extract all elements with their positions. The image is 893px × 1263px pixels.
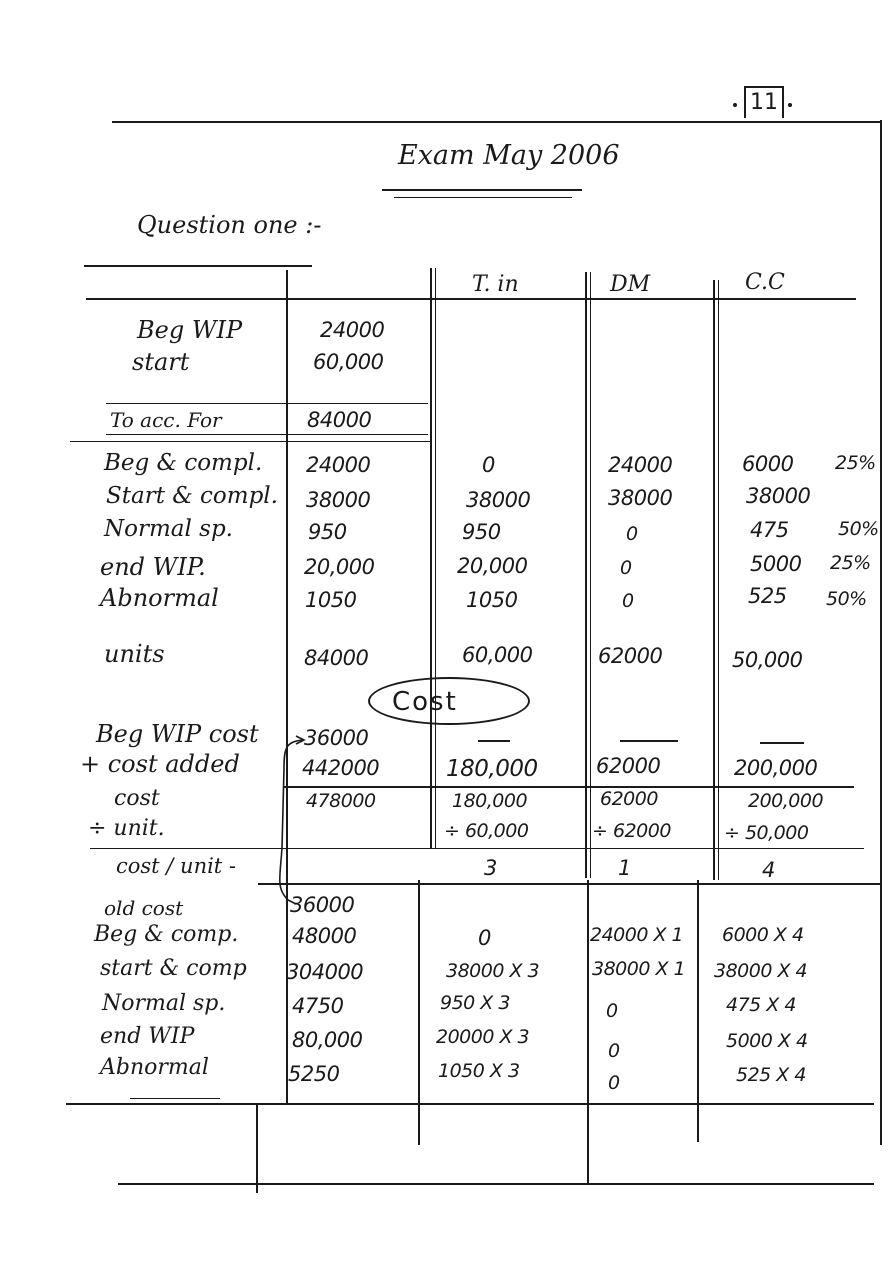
alloc-tin-4: 950 X 3 <box>440 992 510 1014</box>
unit-label: ÷ unit. <box>88 816 165 841</box>
cost-cc: 200,000 <box>748 790 824 812</box>
header-cc: C.C <box>745 270 785 295</box>
equiv-dm-2: 38000 <box>608 486 673 510</box>
beg-wip-cost-cc-dash <box>760 742 804 744</box>
equiv-label-4: end WIP. <box>100 553 206 581</box>
equiv-pct-5: 50% <box>826 588 867 610</box>
beg-wip-units: 24000 <box>320 318 385 342</box>
to-acc-rule-top <box>106 403 428 404</box>
equiv-cc-3: 475 <box>750 518 789 542</box>
col-divider-cc-b <box>718 280 719 880</box>
equiv-tin-5: 1050 <box>466 588 518 612</box>
page-bottom-rule <box>118 1183 874 1185</box>
alloc-bottom-rule <box>66 1103 874 1105</box>
equiv-tin-3: 950 <box>462 520 501 544</box>
equiv-tin-1: 0 <box>482 453 495 477</box>
alloc-bottom-tick <box>130 1098 220 1099</box>
cpu-tin: 3 <box>484 856 497 880</box>
cpu-dm: 1 <box>618 856 631 880</box>
page-number-dot-right <box>788 103 792 107</box>
header-tin: T. in <box>472 272 519 297</box>
equiv-units-4: 20,000 <box>304 555 375 579</box>
alloc-total-6: 5250 <box>288 1062 340 1086</box>
unit-cc: ÷ 50,000 <box>724 822 809 844</box>
alloc-cc-4: 475 X 4 <box>726 994 796 1016</box>
equiv-units-3: 950 <box>308 520 347 544</box>
cpu-rule-bottom <box>258 883 880 885</box>
alloc-total-4: 4750 <box>292 994 344 1018</box>
alloc-dm-4: 0 <box>606 1000 618 1022</box>
cost-dm: 62000 <box>600 788 658 810</box>
cost-tin: 180,000 <box>452 790 528 812</box>
cost-section-bubble <box>368 677 530 725</box>
alloc-dm-2: 24000 X 1 <box>590 924 684 946</box>
to-acc-label: To acc. For <box>110 408 222 432</box>
alloc-total-3: 304000 <box>286 960 364 984</box>
alloc-cc-2: 6000 X 4 <box>722 924 804 946</box>
alloc-total-5: 80,000 <box>292 1028 363 1052</box>
cost-added-total: 442000 <box>302 756 380 780</box>
equiv-cc-2: 38000 <box>746 484 811 508</box>
section-rule-equiv <box>70 441 430 442</box>
alloc-dm-6: 0 <box>608 1072 620 1094</box>
header-dm: DM <box>610 272 651 297</box>
equiv-dm-3: 0 <box>626 523 638 545</box>
top-rule <box>112 121 880 123</box>
equiv-dm-1: 24000 <box>608 453 673 477</box>
old-cost-link-arrow <box>262 728 312 908</box>
alloc-total-2: 48000 <box>292 924 357 948</box>
units-total-label: units <box>104 640 165 668</box>
start-units: 60,000 <box>313 350 384 374</box>
units-total-cc: 50,000 <box>732 648 803 672</box>
col-divider-tin-lower <box>418 880 420 1145</box>
col-divider-units-lower <box>256 1105 258 1193</box>
page-number: 11 <box>744 86 784 118</box>
equiv-pct-4: 25% <box>830 552 871 574</box>
equiv-dm-4: 0 <box>620 557 632 579</box>
equiv-pct-1: 25% <box>835 452 876 474</box>
alloc-label-6: Abnormal <box>100 1055 209 1080</box>
to-acc-rule-bottom <box>106 434 428 435</box>
page-title: Exam May 2006 <box>398 140 620 171</box>
col-divider-tin-b <box>435 268 436 848</box>
alloc-total-1: 36000 <box>290 893 355 917</box>
to-acc-units: 84000 <box>307 408 372 432</box>
equiv-units-2: 38000 <box>306 488 371 512</box>
alloc-cc-3: 38000 X 4 <box>714 960 808 982</box>
equiv-pct-3: 50% <box>838 518 879 540</box>
alloc-label-2: Beg & comp. <box>94 922 239 947</box>
title-underline-2 <box>394 197 572 198</box>
units-total-tin: 60,000 <box>462 643 533 667</box>
alloc-label-3: start & comp <box>100 956 247 981</box>
cost-added-tin: 180,000 <box>446 756 538 782</box>
beg-wip-cost-dm-dash <box>620 740 678 742</box>
cost-label: cost <box>114 786 160 811</box>
equiv-label-3: Normal sp. <box>104 516 233 542</box>
alloc-cc-5: 5000 X 4 <box>726 1030 808 1052</box>
table-top-rule <box>84 265 312 267</box>
alloc-label-4: Normal sp. <box>102 991 226 1016</box>
cost-section-title: Cost <box>392 687 458 717</box>
cost-added-cc: 200,000 <box>734 756 818 780</box>
start-label: start <box>132 348 190 376</box>
equiv-cc-5: 525 <box>748 584 787 608</box>
beg-wip-cost-tin-dash <box>478 740 510 742</box>
unit-dm: ÷ 62000 <box>592 820 671 842</box>
cost-total: 478000 <box>306 790 376 812</box>
col-divider-dm-lower <box>587 880 589 1185</box>
cost-added-dm: 62000 <box>596 754 661 778</box>
page-number-dot-left <box>733 103 737 107</box>
alloc-tin-3: 38000 X 3 <box>446 960 540 982</box>
cpu-rule-top <box>90 848 864 849</box>
units-total-dm: 62000 <box>598 644 663 668</box>
equiv-tin-2: 38000 <box>466 488 531 512</box>
equiv-cc-4: 5000 <box>750 552 802 576</box>
equiv-cc-1: 6000 <box>742 452 794 476</box>
beg-wip-cost-label: Beg WIP cost <box>96 720 259 748</box>
col-divider-cc-a <box>713 280 715 880</box>
beg-wip-cost-value: 36000 <box>304 726 369 750</box>
alloc-tin-2: 0 <box>478 926 491 950</box>
alloc-dm-5: 0 <box>608 1040 620 1062</box>
alloc-label-1: old cost <box>104 896 184 920</box>
unit-tin: ÷ 60,000 <box>444 820 529 842</box>
cost-total-rule <box>284 786 854 788</box>
equiv-label-1: Beg & compl. <box>104 450 263 476</box>
cost-added-label: + cost added <box>80 750 240 778</box>
equiv-units-5: 1050 <box>305 588 357 612</box>
units-total-units: 84000 <box>304 646 369 670</box>
question-heading: Question one :- <box>137 211 322 239</box>
alloc-dm-3: 38000 X 1 <box>592 958 686 980</box>
alloc-cc-6: 525 X 4 <box>736 1064 806 1086</box>
header-rule <box>86 298 856 300</box>
col-divider-tin-a <box>430 268 432 848</box>
cpu-label: cost / unit - <box>116 854 237 878</box>
cpu-cc: 4 <box>762 858 775 882</box>
equiv-label-5: Abnormal <box>100 584 219 612</box>
equiv-dm-5: 0 <box>622 590 634 612</box>
equiv-tin-4: 20,000 <box>457 554 528 578</box>
equiv-units-1: 24000 <box>306 453 371 477</box>
alloc-tin-5: 20000 X 3 <box>436 1026 530 1048</box>
equiv-label-2: Start & compl. <box>106 483 278 509</box>
right-edge-line <box>880 120 882 1145</box>
beg-wip-label: Beg WIP <box>137 316 243 344</box>
alloc-label-5: end WIP <box>100 1024 195 1049</box>
title-underline-1 <box>382 189 582 191</box>
alloc-tin-6: 1050 X 3 <box>438 1060 520 1082</box>
